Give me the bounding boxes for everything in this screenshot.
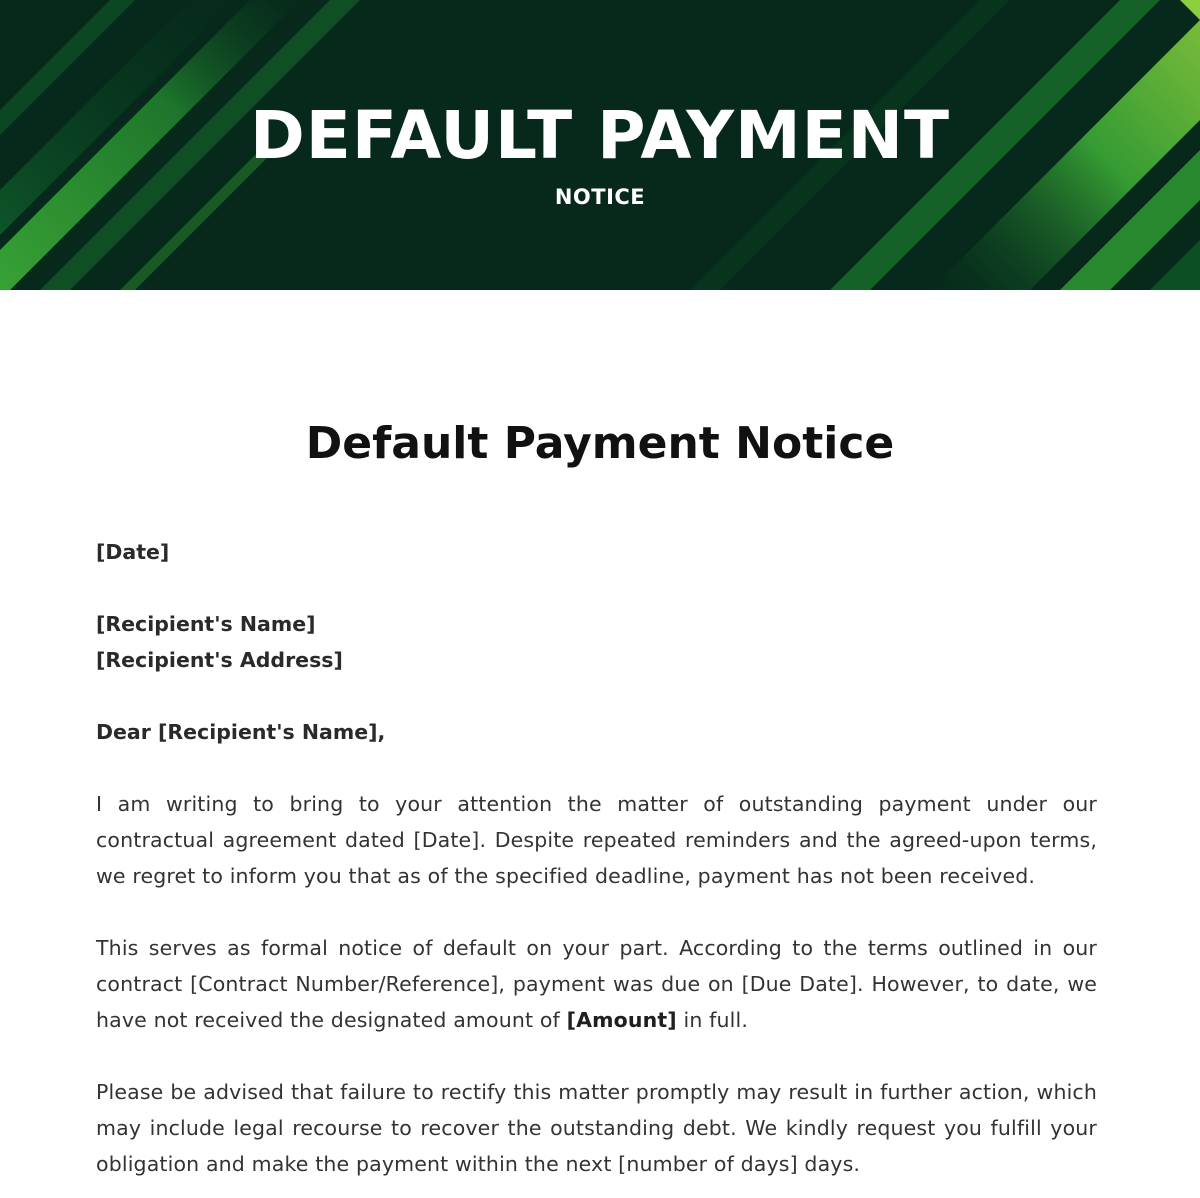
amount-placeholder: [Amount] [566, 1008, 677, 1032]
paragraph-default-notice-end: in full. [676, 1008, 749, 1032]
salutation: Dear [Recipient's Name], [96, 720, 386, 744]
paragraph-further-action: Please be advised that failure to rectify this matter promptly may result in further action, which may include legal recourse to recover the outstanding debt. We kindly request you fulfill your obligation and make the payment within the next [number of days] days. [96, 1080, 1097, 1176]
banner-title: DEFAULT PAYMENT [249, 97, 951, 174]
recipient-address: [Recipient's Address] [96, 648, 343, 672]
paragraph-default-notice-text: This serves as formal notice of default on your part. According to the terms outlined in our contract [Contract Number/Reference], payment was due on [Due Date]. However, to date, we have not received the designated amount of [96, 936, 1097, 1032]
letter-date: [Date] [96, 540, 170, 564]
document-title: Default Payment Notice [305, 418, 895, 469]
header-banner [0, 0, 1200, 290]
recipient-name: [Recipient's Name] [96, 612, 316, 636]
paragraph-outstanding-payment: I am writing to bring to your attention the matter of outstanding payment under our contractual agreement dated [Date]. Despite repeated reminders and the agreed-upon terms, we regret to inform you that as of the specified deadline, payment has not been received. [96, 792, 1097, 888]
paragraph-default-notice [96, 930, 1097, 1038]
banner-subtitle: NOTICE [554, 185, 646, 209]
letter-body [96, 534, 1097, 1182]
